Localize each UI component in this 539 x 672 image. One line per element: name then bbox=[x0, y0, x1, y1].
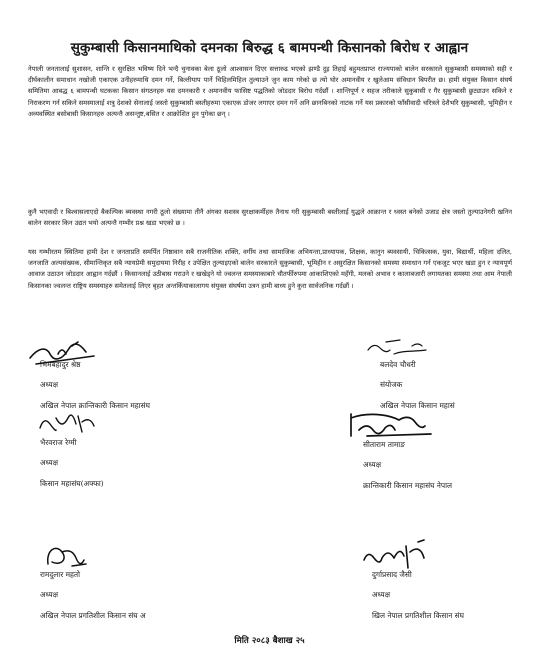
signatory-role: अध्यक्ष bbox=[372, 590, 391, 599]
signatory-org: किसान महासंघ(अफ्फा) bbox=[40, 479, 104, 488]
paragraph-1: नेपाली जनतालाई सुशासन, शान्ति र सुरक्षित भविष्य दिने भन्दै चुनावका बेला ठूलो आश्वासन दिएर सत्तारुढ भएको झण्डै दुइ तिहाई बहुमतप्राप्त राज्यपाको बालेन सरकारले सुकुम्बासी समस्याको सही र दीर्घकालीन समाधान नखोजी एकाएक उनीहरुमाथि दमन गर्ने, बिल्तीयाप पार्ने चिहिलमिहिल तुल्याउने जुन काम गरेको छ त्यो घोर अमानवीय र खुलेआम संविधान बिपरीत छ। हामी संयुक्त किसान संघर्ष समितिमा आबद्ध ६ बामपन्थी घटकका किसान संगठनहरु यस दमनकारी र अमानवीय फासिष्ट पद्धतिको जोडदार बिरोध गर्दछौं । शान्तिपूर्ण र सहज तरीकाले सुकुबासी र गैर सुकुम्बासी छुट्याउन सकिने र निराकरण गर्न सकिने समस्यालाई शत्रु देशको सेनालाई जस्तो सुकुम्बासी बस्तीहरुमा एकाएक डोजर लगाएर दमन गर्ने अनि छानबिनको नाटक गर्ने यस प्रकारको फाँसीवादी चरित्रले देशैभरि सुकुम्बासी, भूमिहीन र अव्यवस्थित बसोबासी किसानहरु अत्यन्तै असन्तुष्ट,बसित र आक्रोशित हुन पुगेका छन् । bbox=[28, 65, 512, 118]
signatory-role: अध्यक्ष bbox=[40, 590, 59, 599]
paragraph-3: यस गम्भीरतम स्थितिमा हामी देश र जनताप्रति समर्पित निष्ठावान सबै राजनीतिक शक्ति, वर्गीय तथा सामाजिक अभियन्ता,प्राध्यापक, शिक्षक, कानुन ब्यवसायी, चिकित्सक, युवा, बिद्यार्थी, महिला दलित, जनजाति अल्पसंख्यक, सीमान्तिकृत सबै न्यायप्रेमी समुदायमा निरीह र उपेक्षित तुल्याइएको बालेन सरकारले सुकुम्बासी, भूमिहीन र असुरक्षित किसानको समस्या समाधान गर्न एकजुट भएर खडा हुन र न्यायपूर्ण आवाज उठाउन जोडदार आह्वान गर्दछौं । किसानलाई उठीबास गराउने र खखेड्ने यो ज्वलन्त समस्याकाबारे चौतर्फीरुपमा आकाशिएको महँगी, मलको अभाव र कालाबजारी लगायतका समस्या तथा आम नेपाली किसानका ज्वलन्त राष्ट्रिय समस्याहरु समेतलाई लिएर बृहत अन्तर्कियाकालागय संयुक्त संघर्षमा उत्रन हामी बाध्य हुने कुरा सार्वजनिक गर्दछौं । bbox=[28, 248, 512, 290]
handwritten-signature-2 bbox=[364, 336, 434, 362]
signatory-name: भैरवराज रेग्मी bbox=[40, 438, 77, 447]
handwritten-signature-6 bbox=[360, 538, 436, 572]
signatory-org: अखिल नेपाल क्रान्तिकारी किसान महासंघ bbox=[40, 401, 150, 410]
handwritten-signature-4 bbox=[347, 410, 437, 442]
document-date: मिति २०८३ बैशाख २५ bbox=[234, 636, 305, 646]
document-title: सुकुम्बासी किसानमाथिको दमनका बिरुद्ध ६ बामपन्थी किसानको बिरोध र आह्वान bbox=[70, 40, 469, 56]
signatory-name: बलदेव चौधरी bbox=[380, 360, 416, 369]
signatory-role: संयोजक bbox=[380, 380, 403, 389]
signatory-name: भिमबहादुर श्रेष्ठ bbox=[40, 360, 81, 369]
signatory-org: क्रान्तिकारी किसान महासंघ नेपाल bbox=[363, 481, 453, 490]
signatory-org: खिल नेपाल प्रगतिशील किसान संघ bbox=[372, 611, 465, 620]
signatory-org: अखिल नेपाल प्रगतिशील किसान संघ अ bbox=[40, 611, 146, 620]
handwritten-signature-5 bbox=[42, 540, 92, 570]
signatory-name: सीताराम तामाङ bbox=[363, 440, 405, 449]
paragraph-2: कुनै भएवादी र बिश्वासलाएदो बैकल्पिक ब्यवस्था नगरी ठूलो संख्यामा तीनै अंगका सशस्त्र सुरक्षाकर्मीहरु तैनाथ गरी सुकुम्बासी बस्तीलाई युद्धले आक्रान्त र ध्वस्त बनेको उजाड क्षेत्र जस्तो तुल्याउनेगरी खनिन बालेन सरकार किन उद्यत भयो अत्यन्तै गम्भीर प्रश्न खडा भएको छ । bbox=[28, 208, 512, 228]
signatory-org: अखिल नेपाल किसान महासं bbox=[380, 401, 455, 410]
signatory-role: अध्यक्ष bbox=[40, 380, 59, 389]
signatory-role: अध्यक्ष bbox=[363, 460, 382, 469]
signatory-role: अध्यक्ष bbox=[40, 458, 59, 467]
handwritten-signature-3 bbox=[38, 412, 98, 440]
signatory-name: रामदुलार महतो bbox=[40, 570, 81, 579]
signatory-name: दुर्गाप्रसाद जैसी bbox=[372, 570, 412, 579]
